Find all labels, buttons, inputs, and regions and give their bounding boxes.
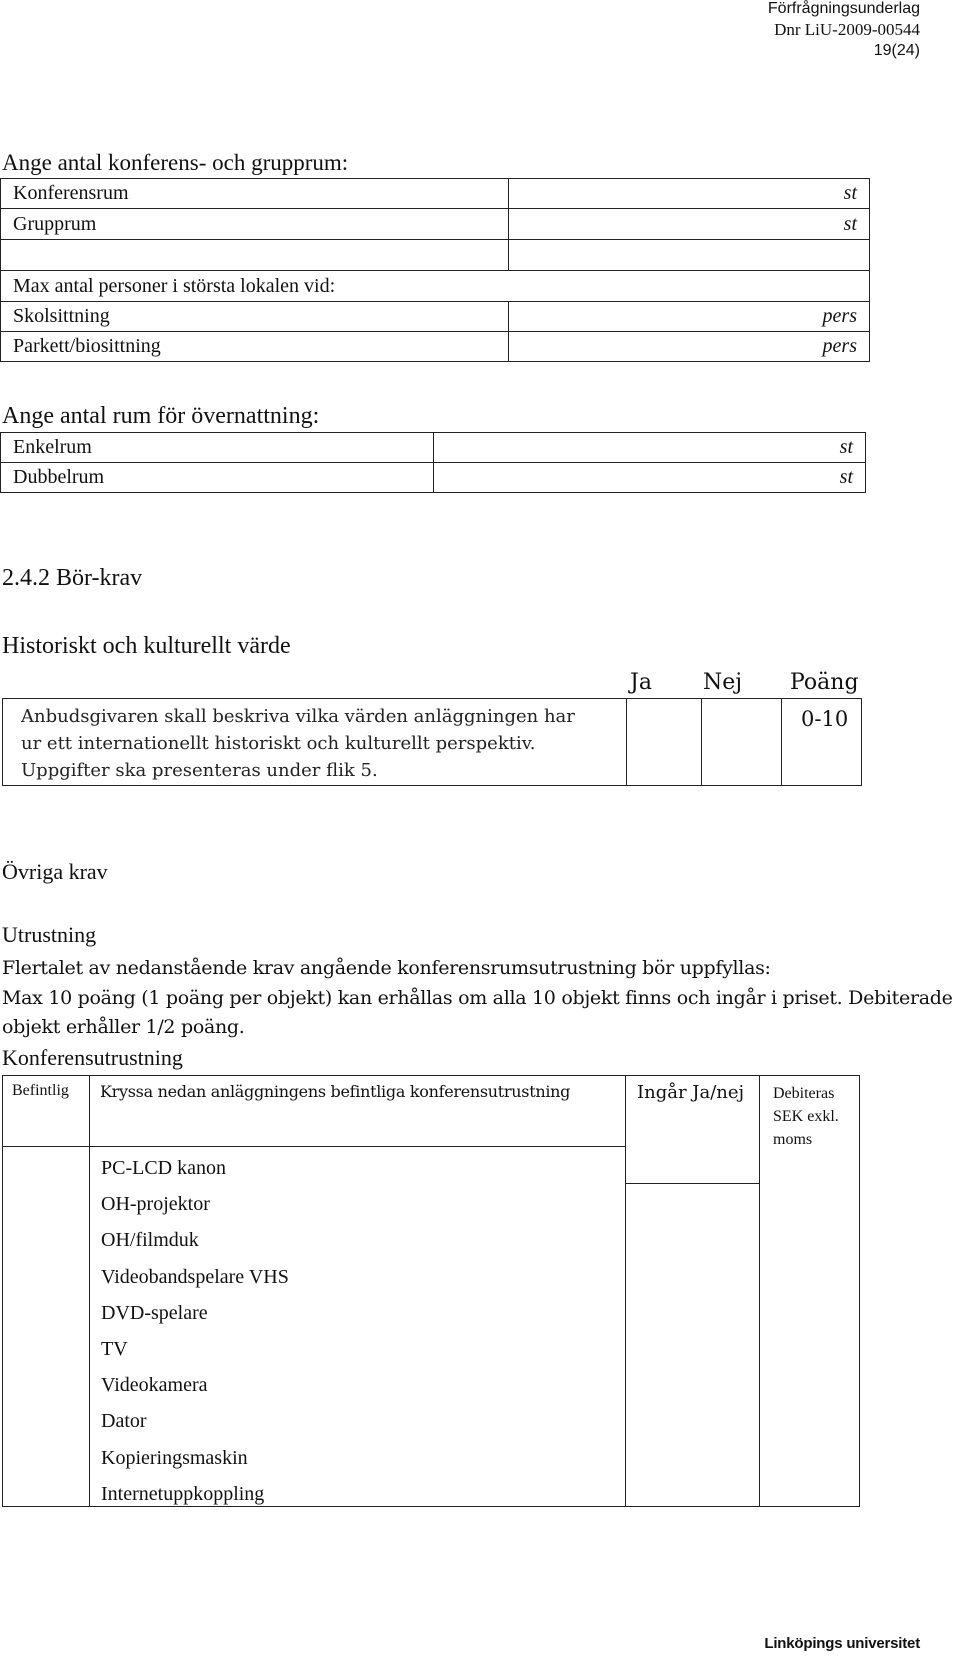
col-debiteras-line: moms xyxy=(773,1131,813,1148)
table-row xyxy=(1,271,870,302)
list-item: DVD-spelare xyxy=(101,1301,208,1324)
table-row xyxy=(1,463,866,493)
university-logo: Linköpings universitet xyxy=(764,1635,920,1652)
rooms-heading: Ange antal konferens- och grupprum: xyxy=(2,150,349,175)
row-unit[interactable]: pers xyxy=(509,302,870,332)
historic-text xyxy=(21,703,575,784)
row-label: Enkelrum xyxy=(1,433,434,463)
historic-text-line: ur ett internationellt historiskt och kulturellt perspektiv. xyxy=(21,733,536,754)
table-row xyxy=(1,179,870,209)
score-range: 0-10 xyxy=(801,707,849,731)
list-item: Kopieringsmaskin xyxy=(101,1446,248,1469)
list-item: PC-LCD kanon xyxy=(101,1157,226,1179)
nej-cell[interactable] xyxy=(702,699,781,785)
row-unit[interactable]: st xyxy=(434,433,866,463)
konferensutrustning-heading: Konferensutrustning xyxy=(2,1045,183,1070)
list-item: OH-projektor xyxy=(101,1193,210,1216)
col-debiteras-line: SEK exkl. xyxy=(773,1108,839,1125)
divider xyxy=(3,1146,625,1147)
table-row xyxy=(1,302,870,332)
list-item: Videobandspelare VHS xyxy=(101,1265,289,1288)
rooms-table xyxy=(0,178,870,362)
section-title: 2.4.2 Bör-krav xyxy=(2,565,143,591)
historic-box xyxy=(2,698,862,786)
historic-text-line: Uppgifter ska presenteras under flik 5. xyxy=(21,760,378,781)
overnight-table xyxy=(0,432,866,493)
row-label: Grupprum xyxy=(1,209,509,240)
col-befintlig: Befintlig xyxy=(12,1082,69,1099)
row-unit[interactable]: pers xyxy=(509,332,870,362)
list-item: Videokamera xyxy=(101,1374,208,1397)
doc-type: Förfrågningsunderlag xyxy=(767,0,920,17)
list-item: Internetuppkoppling xyxy=(101,1482,265,1505)
row-label: Max antal personer i största lokalen vid: xyxy=(1,271,870,302)
overnight-heading: Ange antal rum för övernattning: xyxy=(2,403,320,429)
ovriga-para1: Flertalet av nedanstående krav angående konferensrumsutrustning bör uppfyllas: xyxy=(2,957,771,979)
list-item: TV xyxy=(101,1338,128,1361)
utrustning-heading: Utrustning xyxy=(2,922,97,947)
befintlig-cells[interactable] xyxy=(3,1147,89,1507)
list-item: OH/filmduk xyxy=(101,1229,199,1252)
historic-text-line: Anbudsgivaren skall beskriva vilka värden anläggningen har xyxy=(21,706,575,727)
row-label: Skolsittning xyxy=(1,302,509,332)
row-label: Parkett/biosittning xyxy=(1,332,509,362)
debiteras-cells[interactable] xyxy=(760,1184,860,1507)
col-ingar: Ingår Ja/nej xyxy=(637,1082,745,1103)
historic-heading: Historiskt och kulturellt värde xyxy=(2,633,291,659)
list-item: Dator xyxy=(101,1410,147,1433)
col-debiteras xyxy=(773,1082,839,1151)
divider xyxy=(781,698,782,786)
row-unit[interactable]: st xyxy=(509,209,870,240)
col-ja: Ja xyxy=(630,670,652,695)
row-label: Konferensrum xyxy=(1,179,509,209)
row-unit[interactable]: st xyxy=(434,463,866,493)
ovriga-para2-line2: objekt erhåller 1/2 poäng. xyxy=(2,1016,245,1038)
table-row xyxy=(1,209,870,240)
ovriga-heading: Övriga krav xyxy=(2,859,108,884)
ovriga-para2-line1: Max 10 poäng (1 poäng per objekt) kan erhållas om alla 10 objekt finns och ingår i priset. Debiterade xyxy=(2,987,953,1009)
ingar-cells[interactable] xyxy=(626,1184,759,1507)
equipment-list xyxy=(101,1150,289,1512)
col-description: Kryssa nedan anläggningens befintliga konferensutrustning xyxy=(100,1082,571,1101)
row-unit[interactable]: st xyxy=(509,179,870,209)
ja-cell[interactable] xyxy=(627,699,701,785)
table-row xyxy=(1,240,870,271)
divider xyxy=(89,1075,90,1507)
col-debiteras-line: Debiteras xyxy=(773,1085,835,1102)
col-nej: Nej xyxy=(703,670,743,695)
page-number: 19(24) xyxy=(873,42,920,59)
equipment-table xyxy=(2,1075,860,1507)
table-row xyxy=(1,332,870,362)
row-unit xyxy=(509,240,870,271)
table-row xyxy=(1,433,866,463)
row-label: Dubbelrum xyxy=(1,463,434,493)
col-poang: Poäng xyxy=(790,670,859,695)
row-label xyxy=(1,240,509,271)
dnr: Dnr LiU-2009-00544 xyxy=(774,20,920,39)
